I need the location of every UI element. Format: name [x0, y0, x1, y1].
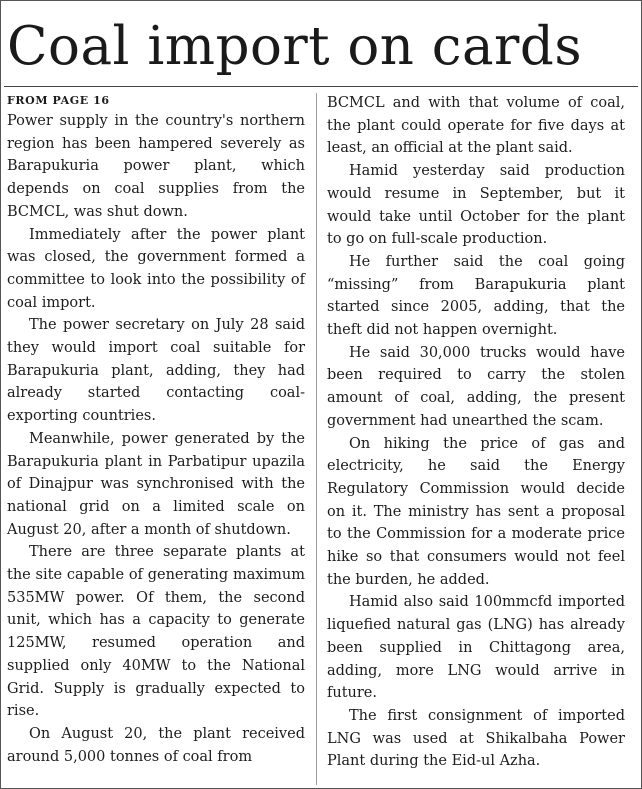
paragraph: Hamid also said 100mmcfd imported liquefied natural gas (LNG) has already been supplied in Chittagong area, adding, more LNG would arrive in future.: [327, 594, 625, 702]
newspaper-clipping: [1, 1, 641, 788]
paragraph: The power secretary on July 28 said they would import coal suitable for Barapukuria plant, adding, they had already started contacting coal-exporting countries.: [7, 317, 305, 425]
paragraph: Hamid yesterday said production would resume in September, but it would take until October for the plant to go on full-scale production.: [327, 163, 625, 248]
paragraph: He said 30,000 trucks would have been required to carry the stolen amount of coal, adding, the present government had unearthed the scam.: [327, 344, 625, 429]
paragraph: There are three separate plants at the site capable of generating maximum 535MW power. Of them, the second unit, which has a capacity to generate 125MW, resumed operation and supplied only 40MW to the National Grid. Supply is gradually expected to rise.: [7, 544, 305, 720]
paragraph: Meanwhile, power generated by the Barapukuria plant in Parbatipur upazila of Dinajpur was synchronised with the national grid on a limited scale on August 20, after a month of shutdown.: [7, 430, 305, 538]
paragraph: On August 20, the plant received around 5,000 tonnes of coal from: [7, 725, 305, 765]
paragraph: The first consignment of imported LNG was used at Shikalbaha Power Plant during the Eid-ul Azha.: [327, 707, 625, 770]
paragraph: On hiking the price of gas and electricity, he said the Energy Regulatory Commission would decide on it. The ministry has sent a proposal to the Commission for a moderate price hike so that consumers would not feel the burden, he added.: [327, 435, 625, 588]
headline: Coal import on cards: [7, 16, 583, 77]
paragraph: He further said the coal going “missing” from Barapukuria plant started since 2005, adding, that the theft did not happen overnight.: [327, 253, 625, 339]
headline-rule: [4, 86, 638, 87]
paragraph: Power supply in the country's northern region has been hampered severely as Barapukuria power plant, which depends on coal supplies from the BCMCL, was shut down.: [7, 113, 305, 220]
paragraph: BCMCL and with that volume of coal, the plant could operate for five days at least, an official at the plant said.: [327, 95, 625, 157]
article-column-right: [327, 92, 625, 773]
column-divider: [316, 93, 317, 785]
article-column-left: [7, 92, 305, 768]
jump-kicker: FROM PAGE 16: [7, 94, 110, 107]
paragraph: Immediately after the power plant was closed, the government formed a committee to look into the possibility of coal import.: [7, 226, 305, 311]
